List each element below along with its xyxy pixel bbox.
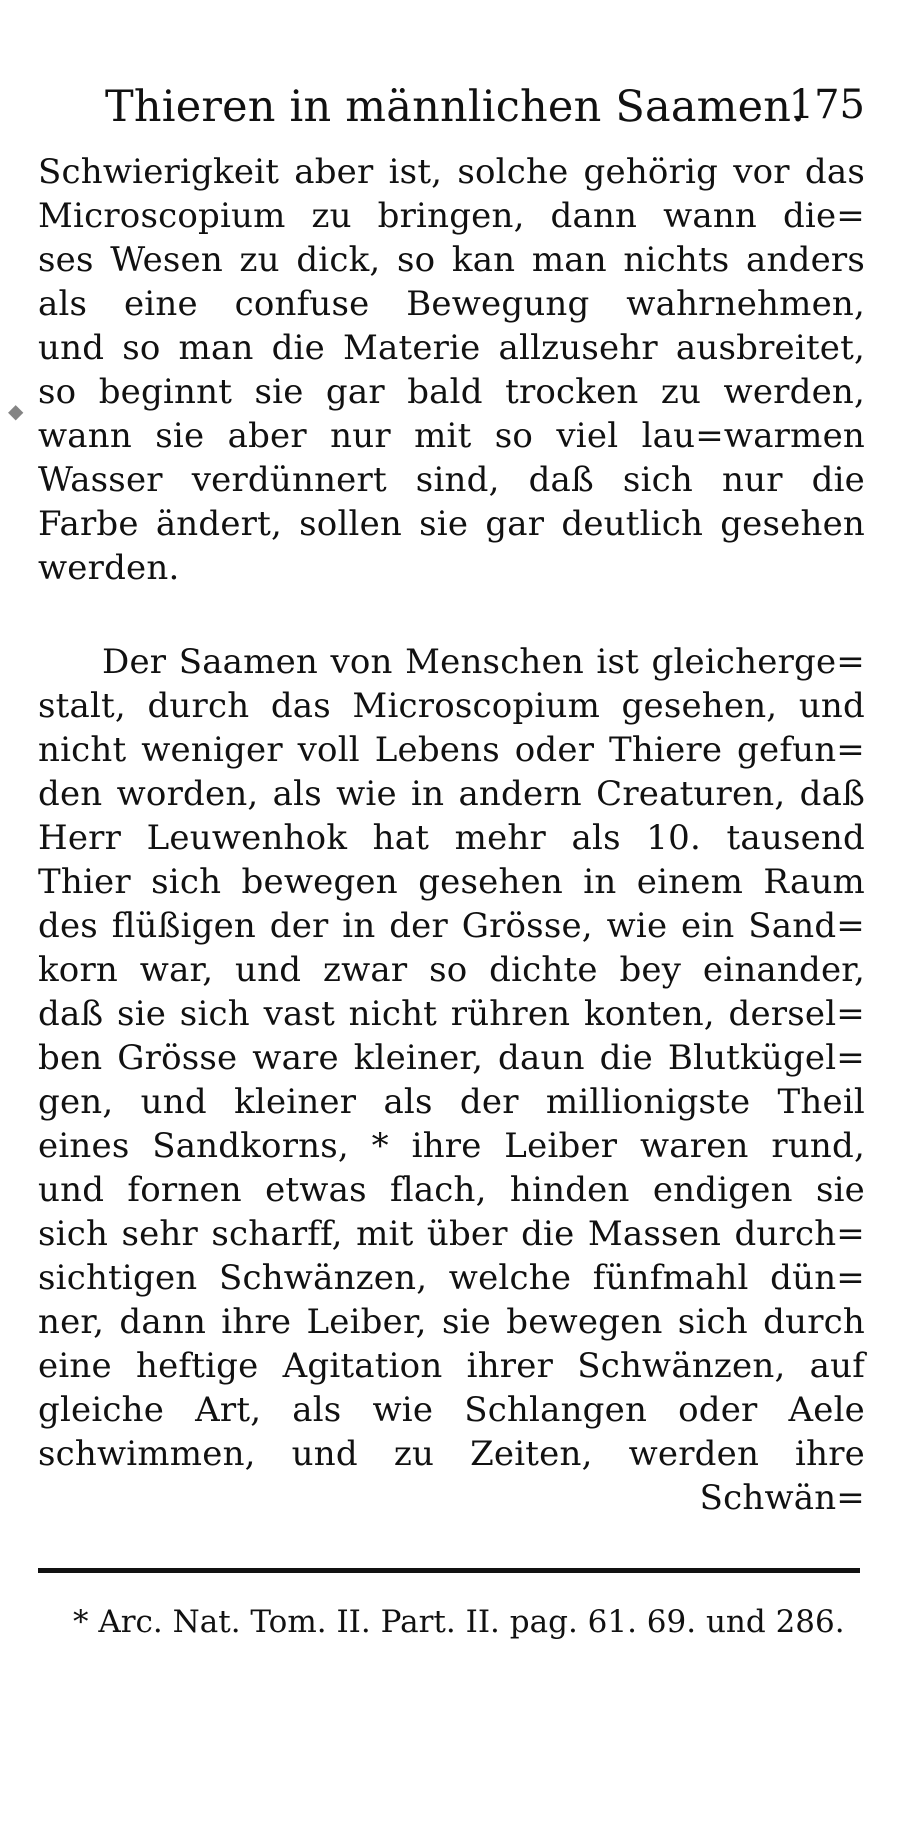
footnote: * Arc. Nat. Tom. II. Part. II. pag. 61. 69. und 286. [73, 1604, 845, 1640]
text-line: sichtigen Schwänzen, welche fünfmahl dün= [38, 1258, 865, 1298]
text-line: eines Sandkorns, * ihre Leiber waren rund, [38, 1126, 865, 1166]
text-line: den worden, als wie in andern Creaturen, daß [38, 774, 865, 814]
margin-mark-icon: ◆ [8, 399, 24, 423]
catchword: Schwän= [699, 1478, 865, 1518]
text-line: des flüßigen der in der Grösse, wie ein Sand= [38, 906, 865, 946]
paragraph-1 [38, 150, 865, 590]
text-line: Herr Leuwenhok hat mehr als 10. tausend [38, 818, 865, 858]
text-line: Farbe ändert, sollen sie gar deutlich gesehen [38, 504, 865, 544]
text-line: ner, dann ihre Leiber, sie bewegen sich durch [38, 1302, 865, 1342]
text-line: wann sie aber nur mit so viel lau=warmen [38, 416, 865, 456]
text-line: Microscopium zu bringen, dann wann die= [38, 196, 865, 236]
text-line: korn war, und zwar so dichte bey einander, [38, 950, 865, 990]
paragraph-2 [38, 640, 865, 1520]
running-head [105, 82, 865, 142]
text-line: und fornen etwas flach, hinden endigen sie [38, 1170, 865, 1210]
footnote-rule [38, 1568, 860, 1573]
text-line: so beginnt sie gar bald trocken zu werden, [38, 372, 865, 412]
text-line: eine heftige Agitation ihrer Schwänzen, auf [38, 1346, 865, 1386]
text-line: Schwierigkeit aber ist, solche gehörig vor das [38, 152, 865, 192]
text-line: schwimmen, und zu Zeiten, werden ihre [38, 1434, 865, 1474]
text-line: Thier sich bewegen gesehen in einem Raum [38, 862, 865, 902]
text-line: stalt, durch das Microscopium gesehen, und [38, 686, 865, 726]
text-line: nicht weniger voll Lebens oder Thiere gefun= [38, 730, 865, 770]
text-line: und so man die Materie allzusehr ausbreitet, [38, 328, 865, 368]
text-line: Wasser verdünnert sind, daß sich nur die [38, 460, 865, 500]
text-line: sich sehr scharff, mit über die Massen durch= [38, 1214, 865, 1254]
text-line: ben Grösse ware kleiner, daun die Blutkügel= [38, 1038, 865, 1078]
text-line: gen, und kleiner als der millionigste Theil [38, 1082, 865, 1122]
text-line: daß sie sich vast nicht rühren konten, dersel= [38, 994, 865, 1034]
text-line: werden. [38, 548, 180, 588]
text-line: als eine confuse Bewegung wahrnehmen, [38, 284, 865, 324]
text-line: ses Wesen zu dick, so kan man nichts anders [38, 240, 865, 280]
running-title: Thieren in männlichen Saamen. [105, 82, 806, 132]
text-line: Der Saamen von Menschen ist gleicherge= [102, 642, 865, 682]
page-number: 175 [788, 82, 865, 128]
text-line: gleiche Art, als wie Schlangen oder Aele [38, 1390, 865, 1430]
